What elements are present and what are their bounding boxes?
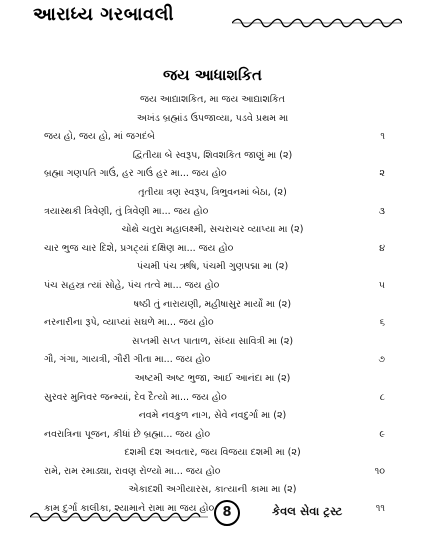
verse-text: દશમી દશ અવતાર, જય વિજયા દશમી મા (૨) [124, 447, 301, 459]
verse-number: ૧ [380, 131, 385, 143]
verse-line [0, 444, 425, 463]
verse-text: ચાર ભુજ ચાર દિશે, પ્રગટ્યાં દક્ષિણ મા... જય હો૦ [44, 242, 234, 254]
verse-text: ગૌ, ગંગા, ગાયત્રી, ગૌરી ગીતા મા... જય હો૦ [44, 354, 211, 366]
verse-number: ૩ [378, 205, 385, 217]
page-number-badge: 8 [214, 500, 240, 526]
page-header [0, 0, 425, 40]
verse-number: ૪ [379, 242, 385, 254]
verse-text: અષ્ટમી અષ્ટ ભુજા, આઈ આનંદા મા (૨) [134, 372, 291, 384]
verse-line [0, 370, 425, 389]
verse-text: ચોથે ચતુરા મહાલક્ષ્મી, સચરાચર વ્યાપ્યા મા (૨) [121, 224, 304, 236]
verse-line [0, 147, 425, 166]
verse-text: નવમે નવકુળ નાગ, સેવે નવદુર્ગા મા (૨) [138, 410, 287, 422]
verse-number: ૬ [379, 317, 385, 329]
verse-line [0, 91, 425, 110]
verse-text: તૃતીયા ત્રણ સ્વરૂપ, ત્રિભુવનમાં બેઠા, (૨) [138, 186, 287, 198]
publisher-credit: કેવલ સેવા ટ્રસ્ટ [272, 504, 343, 518]
verse-text: દ્વિતીયા બે સ્વરૂપ, શિવશકિત જાણું મા (૨) [132, 149, 293, 161]
verse-line [0, 110, 425, 129]
verse-line [0, 407, 425, 426]
footer-ornament-left-icon [30, 512, 208, 522]
verse-text: પંચમી પંચ ઋષિ, પંચમી ગુણપદ્મા મા (૨) [136, 261, 289, 273]
verse-text: જય હો, જય હો, માં જગદંબે [44, 131, 155, 143]
verse-number: ૯ [379, 428, 385, 440]
header-ornament-icon [232, 18, 402, 28]
verse-line [0, 240, 425, 259]
verse-line [0, 426, 425, 445]
verse-text: નવરાત્રિના પૂજન, કીધાં છે બ્રહ્મા... જય હો૦ [44, 428, 211, 440]
verse-line [0, 258, 425, 277]
verse-line [0, 128, 425, 147]
verse-text: ષષ્ઠી તું નારાયણી, મહીષાસુર માર્યો મા (૨) [133, 298, 292, 310]
verse-text: નરનારીના રૂપે, વ્યાપ્યાં સઘળે મા... જય હો૦ [44, 317, 214, 329]
verse-number: ૧૦ [374, 465, 385, 477]
verse-line [0, 463, 425, 482]
verse-line [0, 333, 425, 352]
verse-text: રામે, રામ રમાડ્યા, રાવણ રોળ્યો મા... જય હો૦ [44, 465, 221, 477]
verse-text: અખંડ બ્રહ્માંડ ઉપજાવ્યા, પડવે પ્રથમ મા [136, 112, 289, 124]
verse-line [0, 351, 425, 370]
verse-line [0, 296, 425, 315]
verse-line [0, 314, 425, 333]
verse-text: પંચ સહસ્ત્ર ત્યાં સોહે, પંચ તત્વે મા... જય હો૦ [44, 279, 220, 291]
verse-text: બ્રહ્મા ગણપતિ ગાઉં, હર ગાઉં હર મા... જય હો૦ [44, 168, 227, 180]
verse-line [0, 277, 425, 296]
verse-text: સપ્તમી સપ્ત પાતાળ, સંધ્યા સાવિત્રી મા (૨) [131, 335, 294, 347]
verse-number: ૭ [378, 354, 385, 366]
verse-number: ૫ [378, 279, 385, 291]
verse-line [0, 221, 425, 240]
verse-number: ૨ [379, 168, 385, 180]
verse-list [0, 91, 425, 519]
verse-line [0, 165, 425, 184]
page-footer [0, 498, 425, 540]
verse-number: ૮ [379, 391, 385, 403]
verse-line [0, 389, 425, 408]
verse-text: કામ દુર્ગા કાલીકા, શ્યામાને રામા મા જય હો૦ [44, 503, 215, 515]
verse-text: એકાદશી અગીયારસ, કાત્યાની કામા મા (૨) [128, 484, 297, 496]
verse-text: સુરવર મુનિવર જન્મ્યાં, દેવ દૈત્યો મા... જય હો૦ [44, 391, 227, 403]
verse-number: ૧૧ [375, 503, 385, 515]
verse-line [0, 203, 425, 222]
verse-text: ત્રયાસ્થકી ત્રિવેણી, તું ત્રિવેણી મા... જય હો૦ [44, 205, 209, 217]
verse-text: જય આદ્યાશકિત, મા જય આદ્યાશકિત [140, 94, 285, 105]
verse-line [0, 184, 425, 203]
book-title: આરાધ્ય ગરબાવલી [33, 4, 175, 25]
garba-title: જય આધાશકિત [163, 66, 262, 84]
